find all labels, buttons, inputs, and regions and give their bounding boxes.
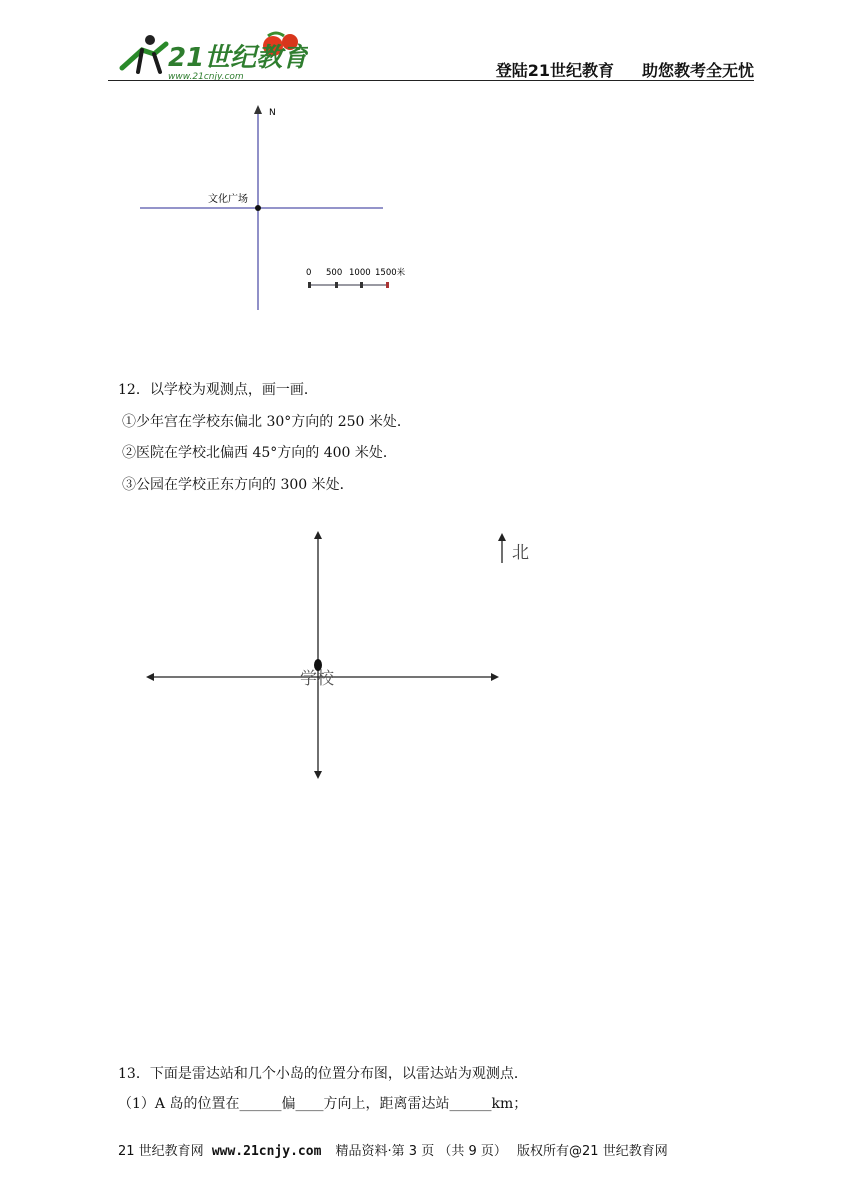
logo-text: 21世纪教育 xyxy=(168,43,308,73)
arrow-up-icon xyxy=(314,531,322,539)
scale-label-1500: 1500米 xyxy=(375,268,406,278)
slogan-left: 登陆21世纪教育 xyxy=(495,61,614,80)
school-compass-diagram xyxy=(140,525,540,785)
scale-label-500: 500 xyxy=(326,268,343,278)
slogan-right: 助您教考全无忧 xyxy=(641,61,754,80)
header-divider xyxy=(108,80,754,81)
center-label: 文化广场 xyxy=(208,194,248,205)
q12-item-2: ②医院在学校北偏西 45°方向的 400 米处． xyxy=(122,445,397,461)
footer-site: www.21cnjy.com xyxy=(211,1144,322,1159)
scale-label-1000: 1000 xyxy=(349,268,371,278)
footer-right: 版权所有@21 世纪教育网 xyxy=(517,1144,668,1159)
q12-stem: 12．以学校为观测点，画一画． xyxy=(118,382,318,398)
arrow-left-icon xyxy=(146,673,154,681)
logo-url-text: www.21cnjy.com xyxy=(168,72,244,82)
distance-scale xyxy=(306,267,406,288)
center-point xyxy=(255,205,261,211)
scale-label-0: 0 xyxy=(306,268,312,278)
page-footer xyxy=(118,1140,668,1159)
footer-left: 21 世纪教育网 xyxy=(118,1144,204,1159)
site-logo xyxy=(108,28,308,82)
arrow-right-icon xyxy=(491,673,499,681)
north-arrow-icon xyxy=(498,533,506,541)
q12-item-1: ①少年宫在学校东偏北 30°方向的 250 米处． xyxy=(122,414,411,430)
north-label: N xyxy=(269,108,276,118)
q13-stem: 13．下面是雷达站和几个小岛的位置分布图，以雷达站为观测点． xyxy=(118,1066,528,1082)
north-arrow-icon xyxy=(254,105,262,114)
header-slogan xyxy=(496,58,754,81)
footer-middle: 精品资料·第 3 页 （共 9 页） xyxy=(335,1144,507,1159)
runner-logo-icon xyxy=(122,35,166,72)
culture-square-diagram xyxy=(130,100,420,315)
q12-item-3: ③公园在学校正东方向的 300 米处． xyxy=(122,477,354,493)
arrow-down-icon xyxy=(314,771,322,779)
q13-sub1: （1）A 岛的位置在______偏____方向上，距离雷达站______km； xyxy=(118,1096,528,1112)
north-label: 北 xyxy=(512,543,529,563)
school-label: 学校 xyxy=(300,669,334,689)
